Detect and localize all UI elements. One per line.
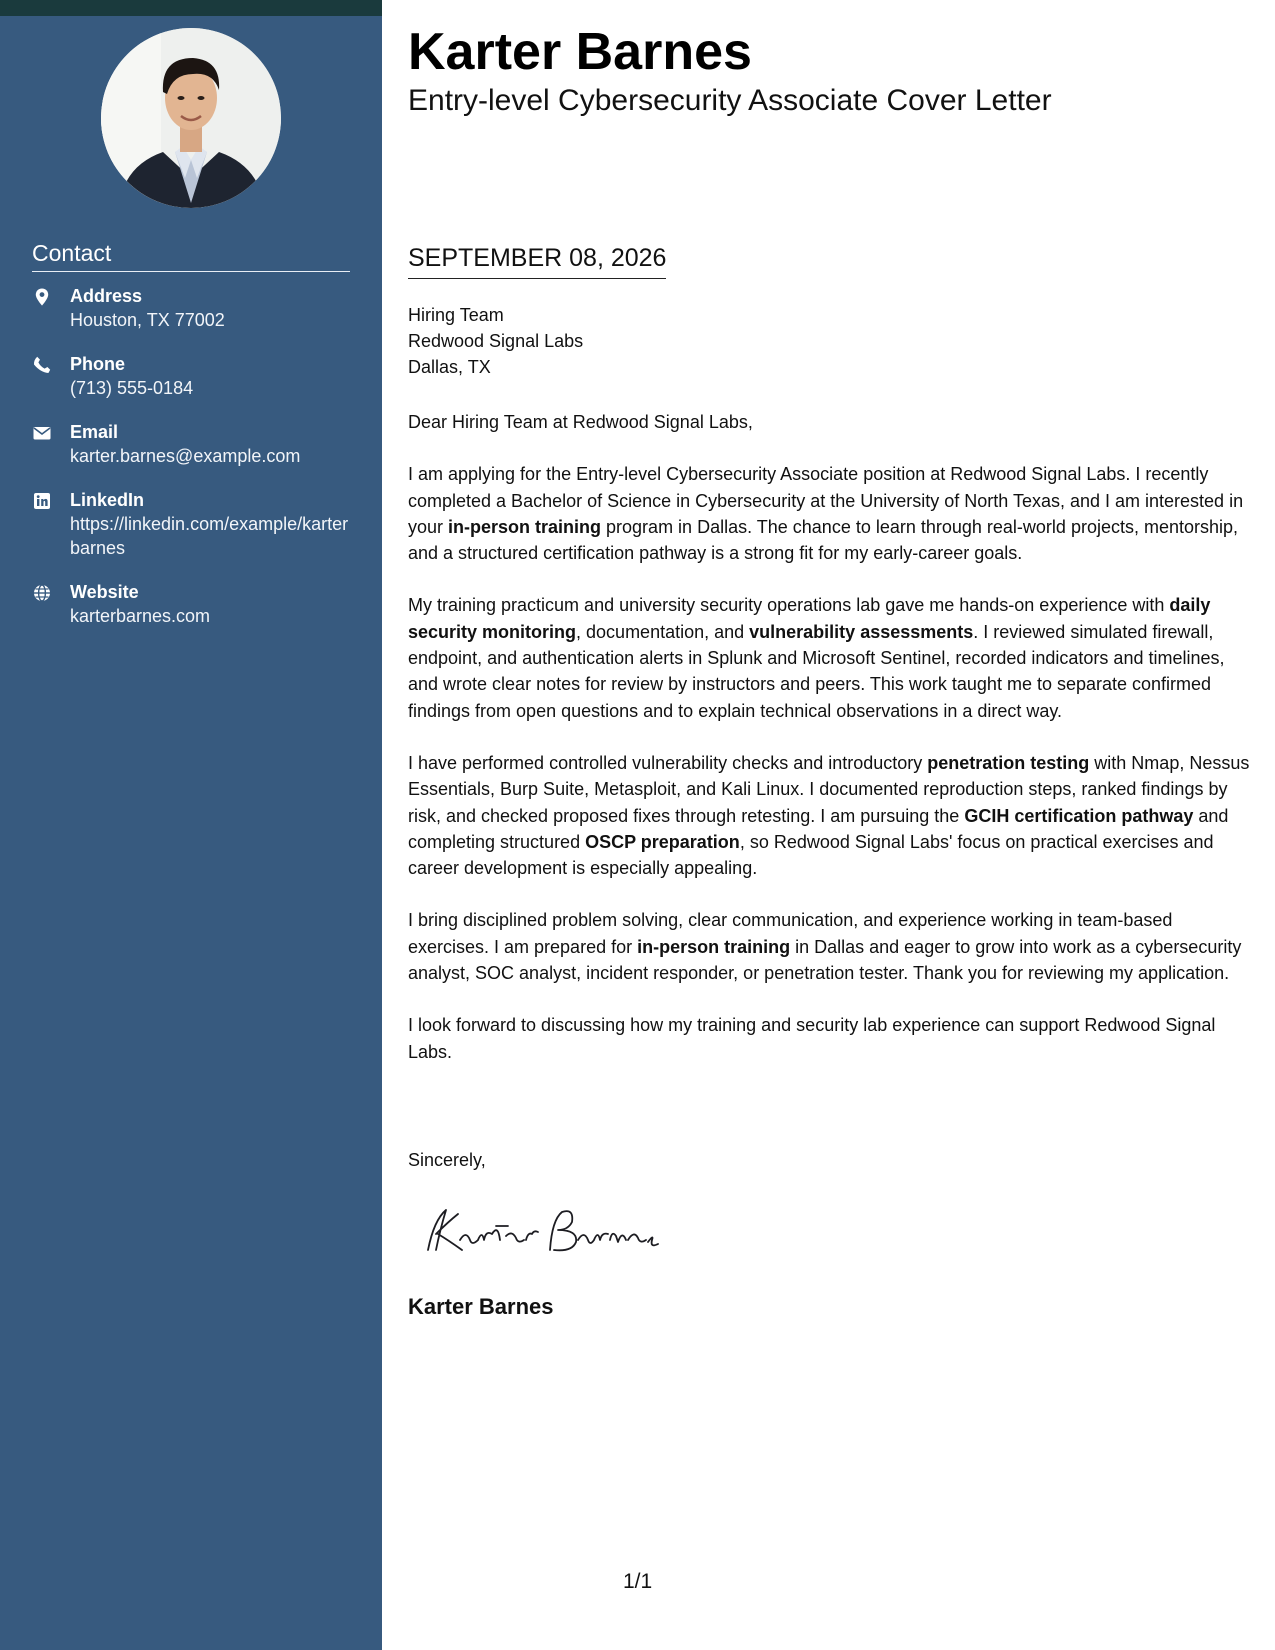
website-label: Website [70, 582, 139, 602]
email-value[interactable]: karter.barnes@example.com [70, 446, 301, 466]
email-icon [32, 423, 52, 443]
paragraph-1: I am applying for the Entry-level Cybersecurity Associate position at Redwood Signal Labs. I recently completed a Bachelor of Science in Cybersecurity at the University of North Texas, and I am interested in your in-person training program in Dallas. The chance to learn through real-world projects, mentorship, and a structured certification pathway is a strong fit for my early-career goals. [408, 464, 1244, 564]
address-label: Address [70, 286, 143, 306]
avatar [101, 28, 281, 208]
paragraph-4: I bring disciplined problem solving, clear communication, and experience working in team-based exercises. I am prepared for in-person training in Dallas and eager to grow into work as a cybersecurity analyst, SOC analyst, incident responder, or penetration tester. Thank you for reviewing my application. [408, 910, 1242, 984]
paragraph-3: I have performed controlled vulnerability checks and introductory penetration testing with Nmap, Nessus Essentials, Burp Suite, Metasploit, and Kali Linux. I documented reproduction steps, ranked findings by risk, and checked proposed fixes through retesting. I am pursuing the GCIH certification pathway and completing structured OSCP preparation, so Redwood Signal Labs' focus on practical exercises and career development is especially appealing. [408, 752, 1250, 879]
letter-date: SEPTEMBER 08, 2026 [408, 244, 666, 279]
contact-item-address [32, 284, 352, 332]
recipient-line: Hiring Team [408, 305, 504, 325]
recipient-line: Redwood Signal Labs [408, 331, 584, 351]
sidebar-top-bar [0, 0, 382, 16]
page-subtitle: Entry-level Cybersecurity Associate Cover Letter [408, 84, 1052, 117]
paragraph-2: My training practicum and university security operations lab gave me hands-on experience with daily security monitoring, documentation, and vulnerability assessments. I reviewed simulated firewall, endpoint, and authentication alerts in Splunk and Microsoft Sentinel, recorded indicators and timelines, and wrote clear notes for review by instructors and peers. This work taught me to separate confirmed findings from open questions and to explain technical observations in a direct way. [408, 595, 1225, 721]
signed-name: Karter Barnes [408, 1294, 554, 1319]
globe-icon [32, 583, 52, 603]
contact-list [32, 284, 352, 648]
contact-heading: Contact [32, 240, 350, 272]
handwritten-signature [422, 1200, 662, 1262]
phone-value[interactable]: (713) 555-0184 [70, 378, 194, 398]
linkedin-value[interactable]: https://linkedin.com/example/karterbarnes [70, 514, 349, 558]
recipient-line: Dallas, TX [408, 357, 491, 377]
website-value[interactable]: karterbarnes.com [70, 606, 211, 626]
page-title: Karter Barnes [408, 23, 752, 81]
contact-item-email [32, 420, 352, 468]
sidebar [0, 0, 382, 1650]
linkedin-icon [32, 491, 52, 511]
page-number: 1/1 [623, 1570, 653, 1593]
letter-body [408, 409, 1250, 1091]
recipient-block [408, 302, 583, 380]
profile-photo [101, 28, 281, 208]
contact-item-linkedin [32, 488, 352, 560]
closing: Sincerely, [408, 1150, 486, 1170]
signature [422, 1200, 662, 1267]
map-pin-icon [32, 287, 52, 307]
contact-item-website [32, 580, 352, 628]
email-label: Email [70, 422, 119, 442]
salutation: Dear Hiring Team at Redwood Signal Labs, [408, 412, 753, 432]
phone-icon [32, 355, 52, 375]
phone-label: Phone [70, 354, 126, 374]
contact-item-phone [32, 352, 352, 400]
paragraph-5: I look forward to discussing how my training and security lab experience can support Redwood Signal Labs. [408, 1015, 1216, 1062]
linkedin-label: LinkedIn [70, 490, 145, 510]
address-value: Houston, TX 77002 [70, 310, 225, 330]
